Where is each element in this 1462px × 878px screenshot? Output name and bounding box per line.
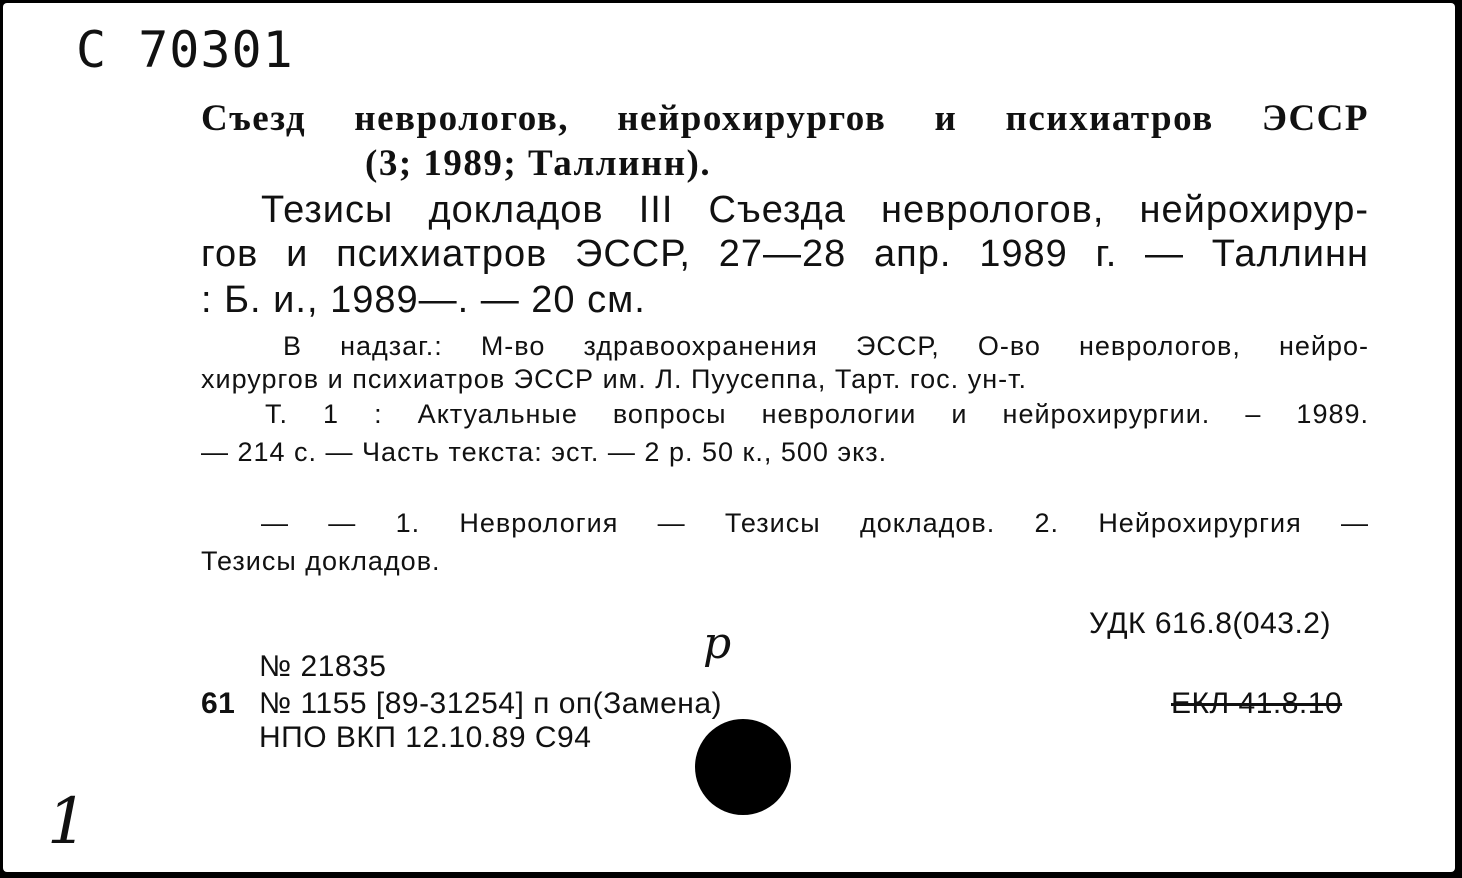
udk-code: УДК 616.8(043.2) (1089, 607, 1331, 640)
handwritten-mark: р (703, 618, 732, 669)
catalog-card (3, 3, 1455, 872)
shelf-mark: C 70301 (76, 21, 294, 79)
heading-line-2: (3; 1989; Таллинн). (365, 143, 712, 184)
subject-line-2: Тезисы докладов. (201, 546, 441, 576)
punch-hole (695, 719, 791, 815)
order-prefix: 61 (201, 687, 236, 720)
ekl-code: ЕКЛ 41.8.10 (1171, 687, 1343, 720)
accession-number: № 21835 (259, 650, 387, 683)
heading-line-1: Съезд неврологов, нейрохирургов и психиатров ЭССР (201, 98, 1369, 139)
npo-line: НПО ВКП 12.10.89 С94 (259, 721, 592, 754)
order-line: № 1155 [89-31254] п оп(Замена) (259, 687, 723, 720)
volume-line-2: — 214 с. — Часть текста: эст. — 2 р. 50 к., 500 экз. (201, 437, 888, 467)
title-line-3: : Б. и., 1989—. — 20 см. (201, 279, 646, 321)
title-line-1: Тезисы докладов III Съезда неврологов, нейрохирур- (261, 189, 1369, 231)
note-line-1: В надзаг.: М-во здравоохранения ЭССР, О-во неврологов, нейро- (283, 331, 1369, 361)
corner-mark: 1 (47, 785, 88, 859)
title-line-2: гов и психиатров ЭССР, 27—28 апр. 1989 г. — Таллинн (201, 233, 1369, 275)
subject-line-1: — — 1. Неврология — Тезисы докладов. 2. Нейрохирургия — (261, 508, 1369, 538)
note-line-2: хирургов и психиатров ЭССР им. Л. Пуусеппа, Тарт. гос. ун-т. (201, 364, 1027, 394)
volume-line-1: Т. 1 : Актуальные вопросы неврологии и нейрохирургии. – 1989. (265, 399, 1369, 429)
